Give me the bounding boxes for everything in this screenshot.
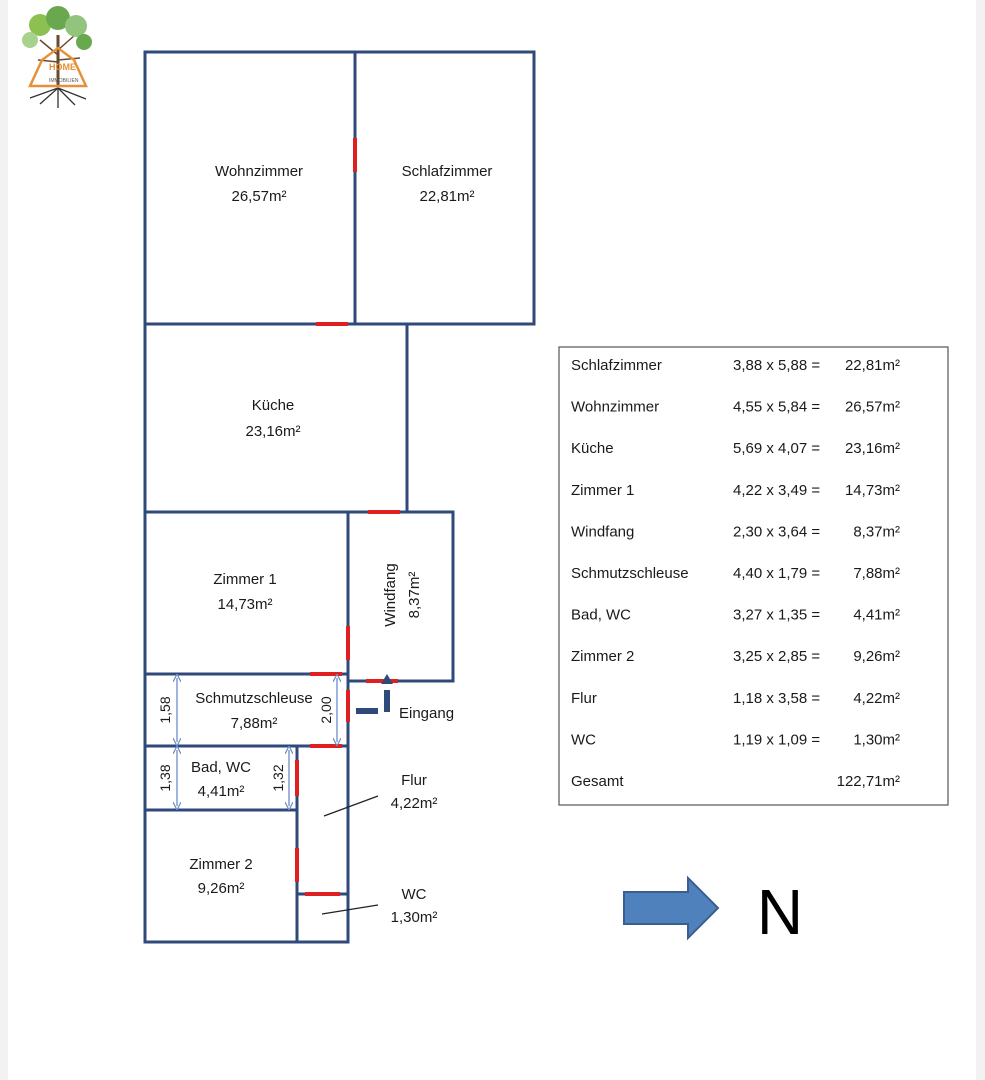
table-row xyxy=(571,399,900,416)
table-cell-calc: 3,25 x 2,85 = xyxy=(733,648,821,666)
dim-bad-left: 1,38 xyxy=(157,764,173,792)
leader-line-wc xyxy=(322,905,378,914)
room-flur-area: 4,22m² xyxy=(390,795,438,812)
table-cell-area: 23,16m² xyxy=(844,440,900,458)
table-cell-area: 14,73m² xyxy=(844,481,900,499)
table-cell-calc: 3,88 x 5,88 = xyxy=(733,357,821,374)
room-schlafzimmer-name: Schlafzimmer xyxy=(401,163,493,180)
table-cell-room: Flur xyxy=(571,689,597,707)
wall-flur xyxy=(297,746,348,894)
table-cell-area: 7,88m² xyxy=(853,565,900,582)
wall-zimmer2 xyxy=(145,810,297,942)
table-cell-room: WC xyxy=(571,731,596,749)
table-cell-calc: 4,40 x 1,79 = xyxy=(733,565,821,582)
table-cell-calc: 4,22 x 3,49 = xyxy=(733,481,821,499)
room-zimmer2-area: 9,26m² xyxy=(197,880,245,897)
room-kueche-name: Küche xyxy=(251,397,295,414)
dim-bad-right: 1,32 xyxy=(270,764,286,792)
table-cell-room: Küche xyxy=(571,440,614,458)
table-cell-room: Schmutzschleuse xyxy=(571,565,689,582)
room-zimmer2-name: Zimmer 2 xyxy=(189,856,253,873)
room-zimmer1-area: 14,73m² xyxy=(217,596,273,613)
wall-wc xyxy=(297,894,348,942)
table-cell-calc: 1,19 x 1,09 = xyxy=(733,731,821,749)
room-schmutzschleuse-area: 7,88m² xyxy=(230,715,278,732)
table-cell-room: Zimmer 1 xyxy=(571,481,635,499)
table-cell-area: 9,26m² xyxy=(853,648,900,666)
table-cell-calc: 4,55 x 5,84 = xyxy=(733,398,821,416)
table-cell-room: Wohnzimmer xyxy=(571,398,660,416)
table-cell-room: Zimmer 2 xyxy=(571,648,635,666)
room-bad-wc-area: 4,41m² xyxy=(197,783,245,800)
room-wohnzimmer-name: Wohnzimmer xyxy=(214,163,304,180)
entrance-label: Eingang xyxy=(399,705,455,722)
logo-text-main: HOME xyxy=(49,62,76,72)
table-cell-area: 4,22m² xyxy=(853,689,900,707)
table-cell-area: 22,81m² xyxy=(844,357,900,374)
compass-north-label: N xyxy=(756,876,804,948)
dim-schmutz-left: 1,58 xyxy=(157,696,173,724)
table-cell-area: 4,41m² xyxy=(853,606,900,624)
table-cell-calc: 2,30 x 3,64 = xyxy=(733,523,821,541)
room-kueche-area: 23,16m² xyxy=(245,423,301,440)
table-cell-room: Bad, WC xyxy=(571,606,632,624)
room-bad-wc-name: Bad, WC xyxy=(190,759,252,776)
room-windfang-name: Windfang xyxy=(382,563,399,627)
room-wohnzimmer-area: 26,57m² xyxy=(231,188,287,205)
room-flur-name: Flur xyxy=(401,772,427,789)
room-zimmer1-name: Zimmer 1 xyxy=(213,571,277,588)
logo-text-sub: IMMOBILIEN xyxy=(49,78,79,84)
area-table-total-value: 122,71m² xyxy=(836,773,900,790)
table-row xyxy=(571,357,900,374)
area-table-total-label: Gesamt xyxy=(571,773,624,790)
dim-schmutz-right: 2,00 xyxy=(318,696,334,724)
room-schmutzschleuse-name: Schmutzschleuse xyxy=(195,690,313,707)
table-cell-calc: 5,69 x 4,07 = xyxy=(733,440,821,458)
room-windfang-area: 8,37m² xyxy=(406,571,423,619)
table-cell-calc: 3,27 x 1,35 = xyxy=(733,606,821,624)
table-cell-calc: 1,18 x 3,58 = xyxy=(733,689,821,707)
wall-zimmer1 xyxy=(145,512,348,674)
room-wc-area: 1,30m² xyxy=(390,909,438,926)
north-arrow-icon xyxy=(624,878,718,938)
table-cell-area: 26,57m² xyxy=(844,398,900,416)
leader-line-flur xyxy=(324,796,378,816)
room-schlafzimmer-area: 22,81m² xyxy=(419,188,475,205)
wall-windfang xyxy=(348,512,453,681)
room-wc-name: WC xyxy=(401,886,427,903)
table-cell-area: 1,30m² xyxy=(853,731,900,749)
table-cell-room: Windfang xyxy=(571,523,635,541)
tree-icon xyxy=(22,6,92,108)
wall-kueche xyxy=(145,324,407,512)
company-logo xyxy=(22,6,92,108)
table-cell-room: Schlafzimmer xyxy=(571,357,662,374)
table-cell-area: 8,37m² xyxy=(853,523,900,541)
table-row xyxy=(571,482,900,499)
walls xyxy=(145,52,534,942)
